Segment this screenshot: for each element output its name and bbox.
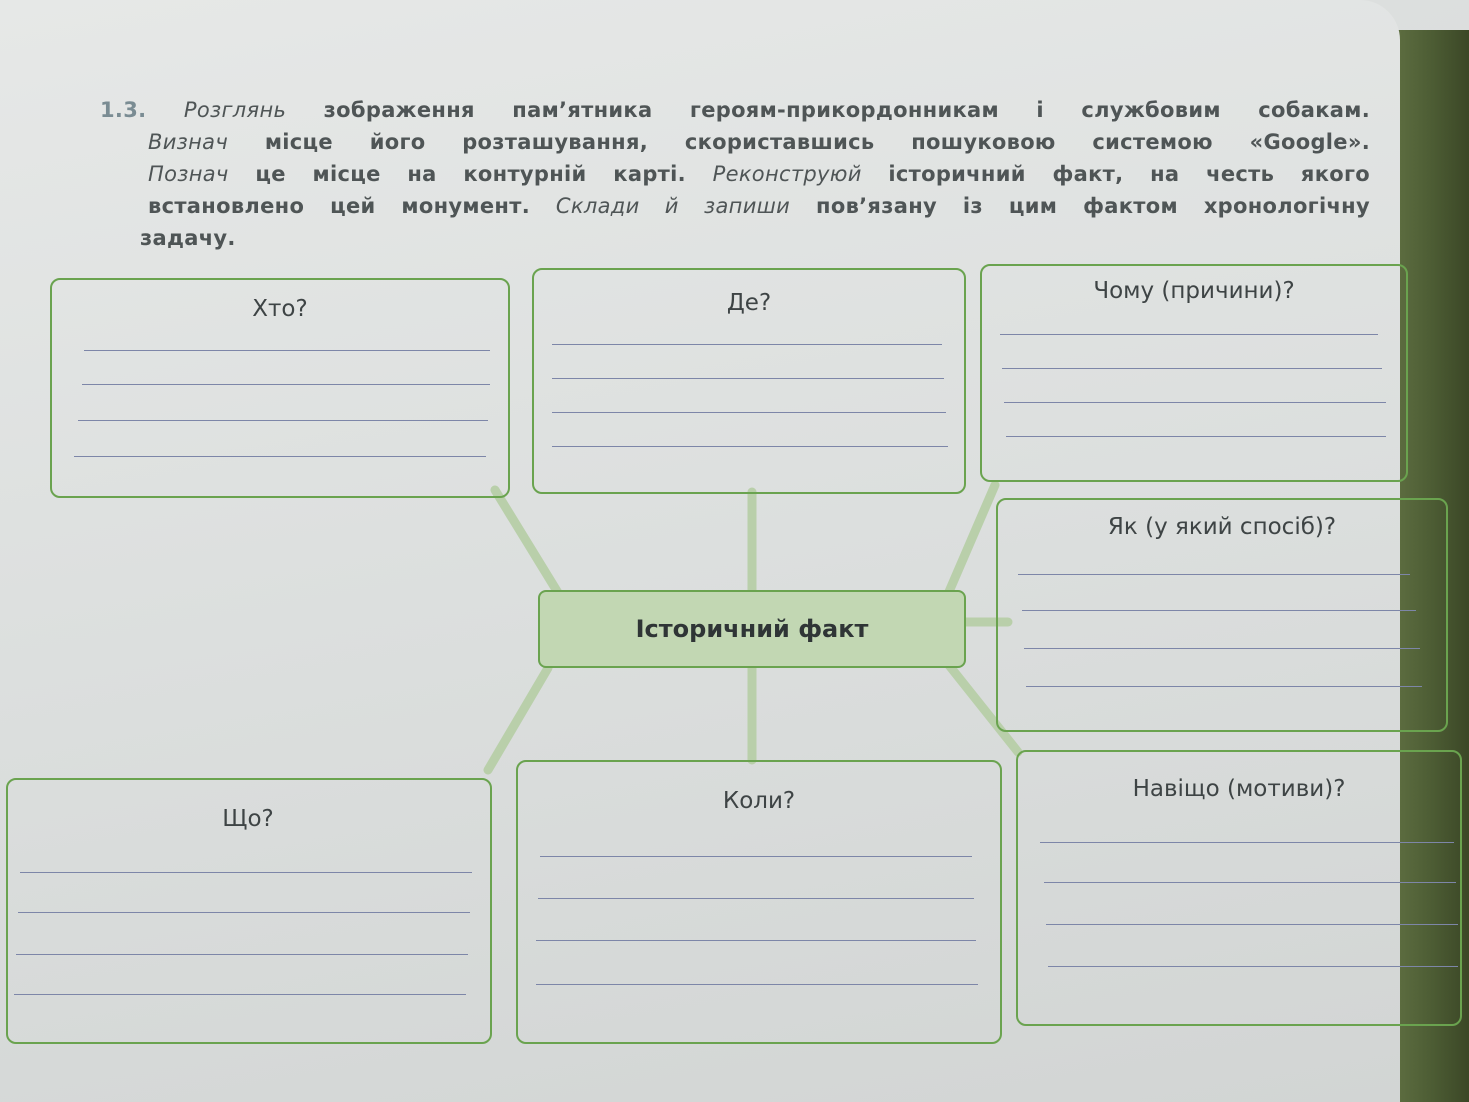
writing-line[interactable]: [1044, 882, 1456, 883]
box-what: [6, 778, 492, 1044]
task-verb-5: Склади й запиши: [555, 194, 791, 218]
task-verb-3: Познач: [148, 162, 229, 186]
task-verb-2: Визнач: [148, 130, 229, 154]
connector-why: [948, 485, 995, 594]
writing-line[interactable]: [1024, 648, 1420, 649]
task-text-5: задачу.: [140, 226, 236, 250]
writing-line[interactable]: [536, 984, 978, 985]
writing-line[interactable]: [1002, 368, 1382, 369]
writing-line[interactable]: [552, 446, 948, 447]
writing-line[interactable]: [552, 378, 944, 379]
box-when: [516, 760, 1002, 1044]
task-line-3: [100, 158, 1370, 190]
task-line-4: [100, 190, 1370, 222]
writing-line[interactable]: [1040, 842, 1454, 843]
writing-line[interactable]: [1046, 924, 1458, 925]
task-line-2: [100, 126, 1370, 158]
writing-line[interactable]: [540, 856, 972, 857]
writing-line[interactable]: [20, 872, 472, 873]
task-text-2: місце його розташування, скориставшись пошуковою системою «Google».: [264, 130, 1370, 154]
box-who-label: Хто?: [252, 296, 308, 322]
writing-line[interactable]: [82, 384, 490, 385]
box-where: [532, 268, 966, 494]
box-when-label: Коли?: [722, 788, 796, 814]
writing-line[interactable]: [552, 344, 942, 345]
task-text-4a: встановлено цей монумент.: [148, 194, 530, 218]
writing-line[interactable]: [18, 912, 470, 913]
task-line-5: [100, 222, 1370, 254]
connector-what: [488, 668, 548, 770]
task-number: 1.3.: [100, 98, 147, 122]
task-text: [100, 94, 1370, 254]
writing-line[interactable]: [1048, 966, 1458, 967]
box-how: [996, 498, 1448, 732]
writing-line[interactable]: [552, 412, 946, 413]
writing-line[interactable]: [84, 350, 490, 351]
task-verb-4: Реконструюй: [712, 162, 862, 186]
writing-line[interactable]: [536, 940, 976, 941]
task-line-1: [100, 94, 1370, 126]
task-verb-1: Розглянь: [183, 98, 287, 122]
writing-line[interactable]: [1006, 436, 1386, 437]
task-text-3b: історичний факт, на честь якого: [888, 162, 1370, 186]
task-text-4b: пов’язану із цим фактом хронологічну: [816, 194, 1370, 218]
writing-line[interactable]: [1004, 402, 1386, 403]
box-how-label: Як (у який спосіб)?: [1107, 514, 1337, 540]
task-text-3a: це місце на контурній карті.: [255, 162, 686, 186]
center-historical-fact: [538, 590, 966, 668]
box-what-for: [1016, 750, 1462, 1026]
writing-line[interactable]: [78, 420, 488, 421]
writing-line[interactable]: [1000, 334, 1378, 335]
box-who: [50, 278, 510, 498]
writing-line[interactable]: [1018, 574, 1410, 575]
box-why-label: Чому (причини)?: [1093, 278, 1295, 304]
writing-line[interactable]: [74, 456, 486, 457]
center-label: Історичний факт: [635, 615, 869, 643]
writing-line[interactable]: [1026, 686, 1422, 687]
writing-line[interactable]: [1022, 610, 1416, 611]
connector-who: [495, 490, 560, 596]
box-why: [980, 264, 1408, 482]
task-text-1: зображення пам’ятника героям-прикордонникам і службовим собакам.: [323, 98, 1370, 122]
box-where-label: Де?: [726, 290, 772, 316]
writing-line[interactable]: [16, 954, 468, 955]
writing-line[interactable]: [14, 994, 466, 995]
box-what-label: Що?: [222, 806, 274, 832]
box-what-for-label: Навіщо (мотиви)?: [1132, 776, 1346, 802]
writing-line[interactable]: [538, 898, 974, 899]
